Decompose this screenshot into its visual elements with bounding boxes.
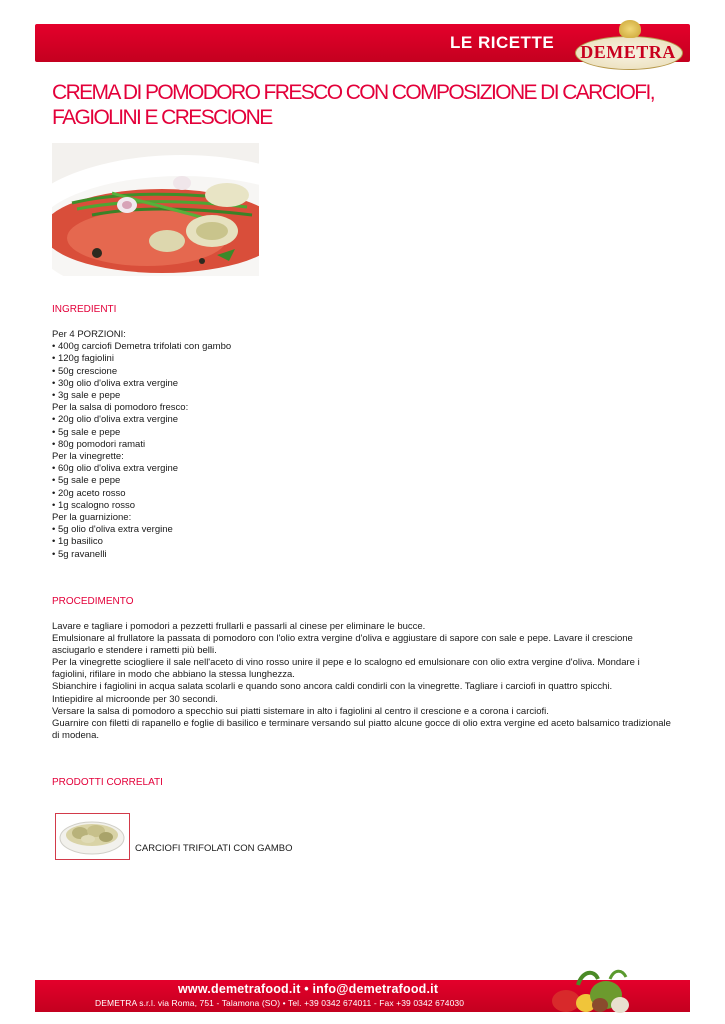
procedure-heading: PROCEDIMENTO <box>52 596 134 607</box>
procedure-paragraph: Emulsionare al frullatore la passata di pomodoro con l'olio extra vergine d'oliva e aggiustare di sapore con sale e pepe. Lavare il crescione asciugarlo e stendere i rametti più belli. <box>52 633 633 657</box>
ingredient-line: • 1g basilico <box>52 536 103 548</box>
footer-address: DEMETRA s.r.l. via Roma, 751 - Talamona (SO) • Tel. +39 0342 674011 - Fax +39 0342 674030 <box>95 998 465 1008</box>
procedure-paragraph: Per la vinegrette sciogliere il sale nell'aceto di vino rosso unire il pepe e lo scalogno ed emulsionare con olio extra vergine d'oliva. Mondare i fagiolini, rifilare in modo che abbiano la stessa lunghezza. <box>52 657 640 681</box>
artichoke-bowl-icon <box>56 814 129 859</box>
ingredient-line: Per la salsa di pomodoro fresco: <box>52 402 189 414</box>
recipe-title: CREMA DI POMODORO FRESCO CON COMPOSIZIONE DI CARCIOFI, FAGIOLINI E CRESCIONE <box>52 81 654 129</box>
ingredient-line: • 400g carciofi Demetra trifolati con gambo <box>52 341 232 353</box>
ingredient-line: • 5g sale e pepe <box>52 426 121 438</box>
ingredient-line: Per la guarnizione: <box>52 512 132 524</box>
procedure-paragraph: Intiepidire al microonde per 30 secondi. <box>52 693 218 705</box>
ingredient-line: • 50g crescione <box>52 365 118 377</box>
ingredient-line: • 5g sale e pepe <box>52 475 121 487</box>
dish-photo <box>52 143 259 276</box>
wheat-sheaf-icon <box>619 20 641 38</box>
ingredients-heading: INGREDIENTI <box>52 304 117 315</box>
ingredient-line: • 120g fagiolini <box>52 353 114 365</box>
ingredient-line: • 80g pomodori ramati <box>52 438 146 450</box>
ingredient-line: • 5g ravanelli <box>52 548 107 560</box>
header-label: LE RICETTE <box>450 33 555 52</box>
ingredient-line: • 20g aceto rosso <box>52 487 126 499</box>
procedure-paragraph: Versare la salsa di pomodoro a specchio sui piatti sistemare in alto i fagiolini al centro il crescione e a corona i carciofi. <box>52 705 549 717</box>
ingredients-list <box>52 329 352 561</box>
ingredient-line: • 20g olio d'oliva extra vergine <box>52 414 179 426</box>
procedure-paragraph: Lavare e tagliare i pomodori a pezzetti frullarli e passarli al cinese per eliminare le bucce. <box>52 621 426 632</box>
footer-contacts[interactable]: www.demetrafood.it • info@demetrafood.it <box>178 982 439 996</box>
vegetables-icon <box>548 965 630 1015</box>
logo-text: DEMETRA <box>580 42 676 62</box>
product-thumbnail[interactable] <box>55 813 130 860</box>
ingredient-line: • 1g scalogno rosso <box>52 499 136 511</box>
ingredient-line: Per la vinegrette: <box>52 451 124 463</box>
ingredient-line: • 30g olio d'oliva extra vergine <box>52 377 179 389</box>
dish-illustration <box>52 143 259 276</box>
header-bar <box>35 24 690 62</box>
ingredient-line: Per 4 PORZIONI: <box>52 329 126 340</box>
ingredient-line: • 60g olio d'oliva extra vergine <box>52 463 179 475</box>
product-name-link[interactable]: CARCIOFI TRIFOLATI CON GAMBO <box>135 843 293 854</box>
procedure-paragraph: Guarnire con filetti di rapanello e foglie di basilico e terminare versando sul piatto alcune gocce di olio extra vergine ed aceto balsamico tradizionale di modena. <box>52 717 671 741</box>
ingredient-line: • 3g sale e pepe <box>52 390 121 402</box>
ingredient-line: • 5g olio d'oliva extra vergine <box>52 524 173 536</box>
procedure-paragraph: Sbianchire i fagiolini in acqua salata scolarli e quando sono ancora caldi condirli con la vinegrette. Tagliare i carciofi in quattro spicchi. <box>52 681 613 693</box>
procedure-text <box>52 621 677 742</box>
demetra-logo[interactable] <box>575 28 683 72</box>
related-heading: PRODOTTI CORRELATI <box>52 777 163 788</box>
